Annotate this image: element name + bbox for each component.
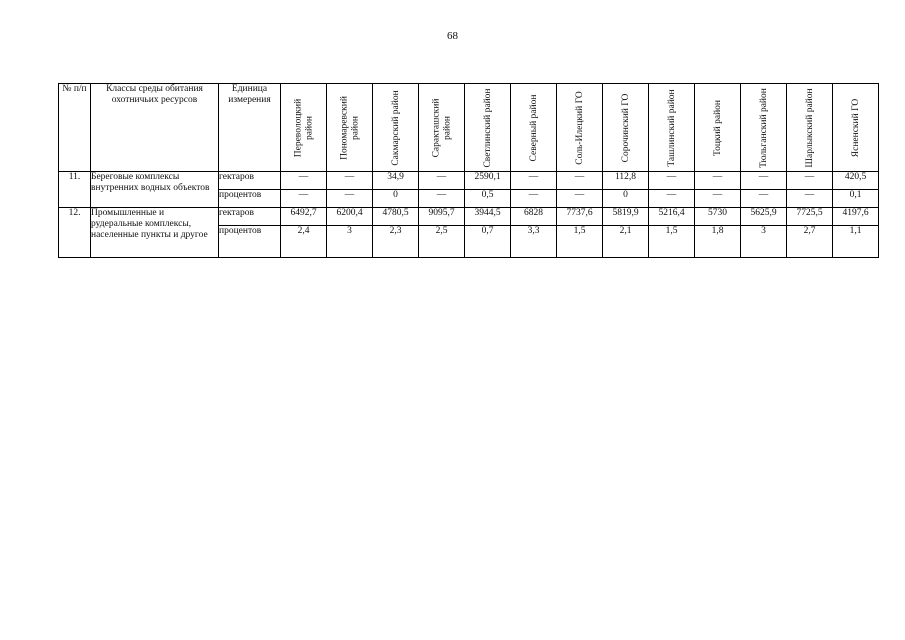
row-number: 11. bbox=[59, 172, 91, 208]
value-cell: — bbox=[741, 172, 787, 190]
value-cell: 0,5 bbox=[465, 190, 511, 208]
value-cell: 0,7 bbox=[465, 226, 511, 258]
value-cell: — bbox=[787, 172, 833, 190]
header-district: Соль-Илецкий ГО bbox=[557, 84, 603, 172]
value-cell: 420,5 bbox=[833, 172, 879, 190]
value-cell: 2,1 bbox=[603, 226, 649, 258]
header-district: Светлинский район bbox=[465, 84, 511, 172]
data-table bbox=[58, 83, 879, 258]
header-district: Саракташский район bbox=[419, 84, 465, 172]
value-cell: 6828 bbox=[511, 208, 557, 226]
value-cell: 7725,5 bbox=[787, 208, 833, 226]
value-cell: — bbox=[511, 172, 557, 190]
unit-cell: гектаров bbox=[219, 172, 281, 190]
header-district: Переволоцкий район bbox=[281, 84, 327, 172]
value-cell: — bbox=[281, 172, 327, 190]
header-class: Классы среды обитания охотничьих ресурсов bbox=[91, 84, 219, 172]
value-cell: 2,5 bbox=[419, 226, 465, 258]
value-cell: — bbox=[419, 190, 465, 208]
header-district: Ташлинский район bbox=[649, 84, 695, 172]
value-cell: 5730 bbox=[695, 208, 741, 226]
table-row bbox=[59, 172, 879, 190]
value-cell: — bbox=[695, 190, 741, 208]
unit-cell: процентов bbox=[219, 190, 281, 208]
value-cell: 4780,5 bbox=[373, 208, 419, 226]
header-district: Сорочинский ГО bbox=[603, 84, 649, 172]
habitat-class: Промышленные и рудеральные комплексы, населенные пункты и другое bbox=[91, 208, 219, 258]
value-cell: 3944,5 bbox=[465, 208, 511, 226]
value-cell: 2,4 bbox=[281, 226, 327, 258]
value-cell: — bbox=[649, 190, 695, 208]
value-cell: — bbox=[741, 190, 787, 208]
table-header-row bbox=[59, 84, 879, 172]
unit-cell: процентов bbox=[219, 226, 281, 258]
value-cell: 0 bbox=[373, 190, 419, 208]
value-cell: — bbox=[557, 190, 603, 208]
value-cell: 9095,7 bbox=[419, 208, 465, 226]
value-cell: 1,1 bbox=[833, 226, 879, 258]
value-cell: — bbox=[327, 190, 373, 208]
value-cell: 1,8 bbox=[695, 226, 741, 258]
header-district: Ясненский ГО bbox=[833, 84, 879, 172]
value-cell: — bbox=[511, 190, 557, 208]
header-district: Пономаревский район bbox=[327, 84, 373, 172]
row-number: 12. bbox=[59, 208, 91, 258]
unit-cell: гектаров bbox=[219, 208, 281, 226]
habitat-class: Береговые комплексы внутренних водных объектов bbox=[91, 172, 219, 208]
value-cell: 3 bbox=[741, 226, 787, 258]
value-cell: — bbox=[281, 190, 327, 208]
value-cell: — bbox=[695, 172, 741, 190]
value-cell: 5625,9 bbox=[741, 208, 787, 226]
value-cell: — bbox=[787, 190, 833, 208]
value-cell: 34,9 bbox=[373, 172, 419, 190]
header-district: Тюльганский район bbox=[741, 84, 787, 172]
value-cell: 2590,1 bbox=[465, 172, 511, 190]
value-cell: 112,8 bbox=[603, 172, 649, 190]
header-num: № п/п bbox=[59, 84, 91, 172]
value-cell: — bbox=[557, 172, 603, 190]
header-district: Северный район bbox=[511, 84, 557, 172]
header-district: Тоцкий район bbox=[695, 84, 741, 172]
value-cell: 1,5 bbox=[649, 226, 695, 258]
value-cell: 0,1 bbox=[833, 190, 879, 208]
value-cell: — bbox=[649, 172, 695, 190]
value-cell: 2,7 bbox=[787, 226, 833, 258]
value-cell: 2,3 bbox=[373, 226, 419, 258]
value-cell: — bbox=[327, 172, 373, 190]
header-district: Шарлыкский район bbox=[787, 84, 833, 172]
value-cell: 4197,6 bbox=[833, 208, 879, 226]
value-cell: 7737,6 bbox=[557, 208, 603, 226]
value-cell: 0 bbox=[603, 190, 649, 208]
value-cell: 5819,9 bbox=[603, 208, 649, 226]
page-number: 68 bbox=[447, 30, 458, 42]
value-cell: 3 bbox=[327, 226, 373, 258]
value-cell: 3,3 bbox=[511, 226, 557, 258]
value-cell: 6492,7 bbox=[281, 208, 327, 226]
header-district: Сакмарский район bbox=[373, 84, 419, 172]
value-cell: 5216,4 bbox=[649, 208, 695, 226]
value-cell: 1,5 bbox=[557, 226, 603, 258]
value-cell: — bbox=[419, 172, 465, 190]
header-unit: Единица измерения bbox=[219, 84, 281, 172]
table-row bbox=[59, 208, 879, 226]
value-cell: 6200,4 bbox=[327, 208, 373, 226]
